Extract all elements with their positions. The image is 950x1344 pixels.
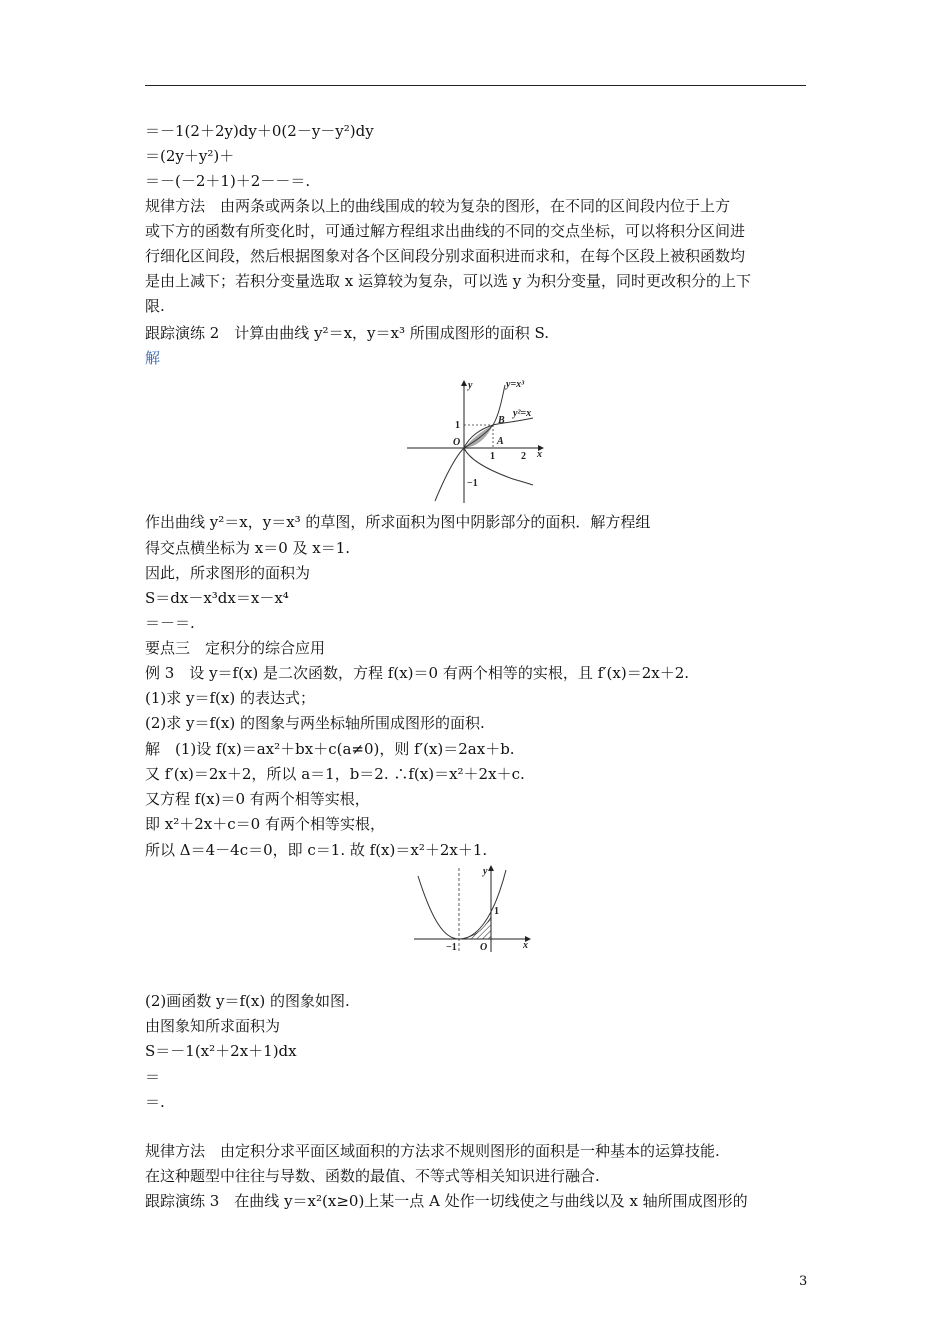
fig1-x-label: x — [537, 449, 542, 460]
method-line-1: 规律方法 由两条或两条以上的曲线围成的较为复杂的图形，在不同的区间段内位于上方 — [145, 197, 731, 215]
method-line-5: 限. — [145, 297, 165, 315]
fig1-tick-x1: 1 — [490, 451, 495, 462]
fig1-tick-ym1: −1 — [467, 478, 478, 489]
figure-curves-y2x-yx3 — [405, 377, 550, 505]
equals-line-1: ＝ — [145, 1068, 161, 1086]
integral-line: S＝－1(x²＋2x＋1)dx — [145, 1042, 297, 1060]
exercise-3-heading: 跟踪演练 3 在曲线 y＝x²(x≥0)上某一点 A 处作一切线使之与曲线以及 x 轴所围成图形的 — [145, 1192, 748, 1210]
equation-line-2: ＝(2y＋y²)＋ — [145, 147, 235, 165]
fig1-origin: O — [453, 437, 461, 448]
section-heading: 要点三 定积分的综合应用 — [145, 639, 326, 657]
question-1: (1)求 y＝f(x) 的表达式； — [145, 689, 315, 707]
header-rule — [145, 85, 806, 86]
method-line-3: 行细化区间段，然后根据图象对各个区间段分别求面积进而求和，在每个区段上被积函数均 — [145, 247, 746, 265]
intersection-line: 得交点横坐标为 x＝0 及 x＝1. — [145, 539, 351, 557]
shaded-region — [464, 425, 493, 448]
fig1-point-a: A — [497, 436, 504, 447]
fig1-tick-x2: 2 — [521, 451, 526, 462]
fig1-point-b: B — [498, 415, 505, 426]
solution-3-line: 又方程 f(x)＝0 有两个相等实根， — [145, 790, 370, 808]
parabola — [418, 870, 506, 939]
figure-parabola — [412, 862, 537, 954]
equals-line-2: ＝. — [145, 1093, 165, 1111]
solution-label: 解 — [145, 349, 161, 367]
question-2: (2)求 y＝f(x) 的图象与两坐标轴所围成图形的面积. — [145, 714, 485, 732]
fig2-x-label: x — [523, 940, 528, 951]
sketch-line: 作出曲线 y²＝x，y＝x³ 的草图，所求面积为图中阴影部分的面积．解方程组 — [145, 513, 651, 531]
area-known-line: 由图象知所求面积为 — [145, 1017, 281, 1035]
area-result-line: ＝－＝. — [145, 614, 195, 632]
solution-2-line: 又 f′(x)＝2x＋2，所以 a＝1，b＝2. ∴f(x)＝x²＋2x＋c. — [145, 765, 525, 783]
method-line-4: 是由上减下；若积分变量选取 x 运算较为复杂，可以选 y 为积分变量，同时更改积分的上下 — [145, 272, 752, 290]
solution-5-line: 所以 Δ＝4－4c＝0，即 c＝1. 故 f(x)＝x²＋2x＋1. — [145, 841, 488, 859]
area-intro-line: 因此，所求图形的面积为 — [145, 564, 311, 582]
exercise-2-heading: 跟踪演练 2 计算由曲线 y²＝x，y＝x³ 所围成图形的面积 S. — [145, 324, 550, 342]
method2-line-1: 规律方法 由定积分求平面区域面积的方法求不规则图形的面积是一种基本的运算技能. — [145, 1142, 720, 1160]
fig2-y-label: y — [483, 866, 488, 877]
solution-4-line: 即 x²＋2x＋c＝0 有两个相等实根， — [145, 815, 385, 833]
graph-intro-line: (2)画函数 y＝f(x) 的图象如图. — [145, 992, 350, 1010]
area-formula-line: S＝dx－x³dx＝x－x⁴ — [145, 589, 289, 607]
solution-1-line: 解 (1)设 f(x)＝ax²＋bx＋c(a≠0)，则 f′(x)＝2ax＋b. — [145, 740, 515, 758]
fig2-tick-1: 1 — [494, 906, 499, 917]
equation-line-3: ＝－(－2＋1)＋2－－＝. — [145, 172, 311, 190]
fig1-y-label: y — [468, 380, 473, 391]
method-line-2: 或下方的函数有所变化时，可通过解方程组求出曲线的不同的交点坐标，可以将积分区间进 — [145, 222, 746, 240]
fig2-tick-m1: −1 — [446, 942, 457, 953]
method2-line-2: 在这种题型中往往与导数、函数的最值、不等式等相关知识进行融合. — [145, 1167, 600, 1185]
fig2-origin: O — [480, 942, 488, 953]
page-number: 3 — [799, 1274, 808, 1289]
fig1-cubic-label: y=x³ — [506, 379, 525, 390]
fig1-tick-y1: 1 — [455, 420, 460, 431]
fig1-sqrt-label: y²=x — [513, 408, 532, 419]
equation-line-1: ＝－1(2＋2y)dy＋0(2－y－y²)dy — [145, 122, 374, 140]
example-3-line: 例 3 设 y＝f(x) 是二次函数，方程 f(x)＝0 有两个相等的实根，且 f′(x)＝2x＋2. — [145, 664, 690, 682]
